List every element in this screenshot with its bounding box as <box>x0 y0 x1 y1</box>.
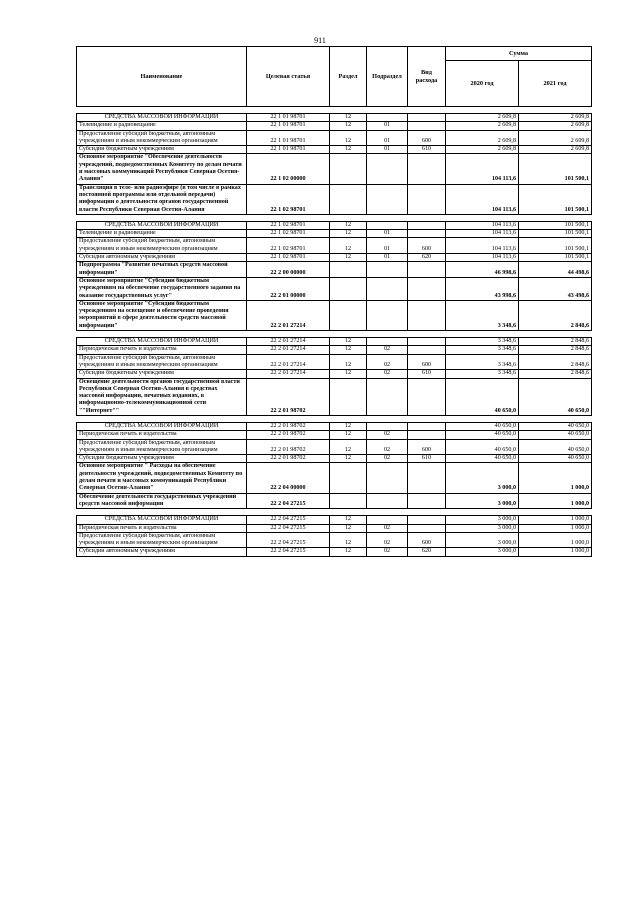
cell-sum-2020: 2 609,8 <box>446 130 519 146</box>
cell-name: Освещение деятельности органов государственной власти Республики Северная Осетия-Алания в средствах массовой информации, печатных изданиях, в информационно-телекоммуникационной сети ""Интернет"" <box>77 378 247 415</box>
cell-name: Трансляция в теле- или радиоэфире (в том числе в рамках постоянной программы или отдельной передачи) информации о деятельности органов государственной власти Республики Северная Осетия-Алания <box>77 184 247 214</box>
cell-sum-2020: 104 113,6 <box>446 184 519 214</box>
cell-section: 12 <box>330 146 367 154</box>
cell-section <box>330 300 367 330</box>
cell-name: Основное мероприятие "Субсидии бюджетным учреждениям на обеспечение государственного задания на оказание государственных услуг" <box>77 277 247 300</box>
cell-section <box>330 378 367 415</box>
cell-sum-2021: 40 650,0 <box>519 455 592 463</box>
cell-target: 22 2 01 00000 <box>247 277 330 300</box>
table-row <box>77 346 592 354</box>
cell-section: 12 <box>330 516 367 524</box>
cell-sum-2020: 3 000,0 <box>446 493 519 509</box>
cell-target: 22 2 04 27215 <box>247 516 330 524</box>
table-row <box>77 516 592 524</box>
cell-name: Субсидии бюджетным учреждениям <box>77 455 247 463</box>
cell-subsection: 02 <box>367 431 408 439</box>
cell-section: 12 <box>330 431 367 439</box>
cell-sum-2020: 3 348,6 <box>446 300 519 330</box>
cell-target: 22 2 04 00000 <box>247 463 330 493</box>
cell-target: 22 2 04 27215 <box>247 532 330 548</box>
cell-target: 22 2 01 98702 <box>247 439 330 455</box>
cell-name: СРЕДСТВА МАССОВОЙ ИНФОРМАЦИИ <box>77 221 247 229</box>
cell-subsection <box>367 300 408 330</box>
cell-sum-2021: 2 609,8 <box>519 130 592 146</box>
cell-expense-type <box>408 422 446 430</box>
table-row <box>77 146 592 154</box>
cell-section: 12 <box>330 370 367 378</box>
cell-target: 22 1 02 00000 <box>247 154 330 184</box>
table-row <box>77 238 592 254</box>
cell-name: Предоставление субсидий бюджетным, автономным учреждениям и иным некоммерческим организациям <box>77 238 247 254</box>
table-row <box>77 262 592 278</box>
cell-sum-2021: 101 500,1 <box>519 221 592 229</box>
cell-expense-type <box>408 122 446 130</box>
cell-sum-2021: 43 498,6 <box>519 277 592 300</box>
cell-subsection <box>367 422 408 430</box>
cell-expense-type <box>408 493 446 509</box>
header-expense-type: Вид расхода <box>408 47 446 107</box>
cell-sum-2020: 104 113,6 <box>446 238 519 254</box>
cell-section: 12 <box>330 221 367 229</box>
table-row <box>77 230 592 238</box>
header-name: Наименование <box>77 47 247 107</box>
cell-sum-2020: 2 609,8 <box>446 146 519 154</box>
cell-expense-type: 610 <box>408 455 446 463</box>
cell-target: 22 2 01 98702 <box>247 378 330 415</box>
cell-expense-type <box>408 463 446 493</box>
cell-name: Предоставление субсидий бюджетным, автономным учреждениям и иным некоммерческим организациям <box>77 354 247 370</box>
cell-section <box>330 493 367 509</box>
page-number: 911 <box>314 36 326 45</box>
cell-expense-type <box>408 184 446 214</box>
table-row <box>77 370 592 378</box>
cell-expense-type: 600 <box>408 439 446 455</box>
spacer-row <box>77 509 592 516</box>
table-row <box>77 455 592 463</box>
cell-sum-2021: 1 000,0 <box>519 493 592 509</box>
cell-subsection: 02 <box>367 524 408 532</box>
header-sum: Сумма <box>446 47 592 61</box>
cell-sum-2021: 40 650,0 <box>519 431 592 439</box>
table-row <box>77 130 592 146</box>
cell-sum-2020: 3 348,6 <box>446 346 519 354</box>
cell-subsection: 01 <box>367 230 408 238</box>
cell-target: 22 2 01 27214 <box>247 300 330 330</box>
cell-section: 12 <box>330 354 367 370</box>
cell-sum-2020: 3 000,0 <box>446 516 519 524</box>
cell-sum-2020: 104 113,6 <box>446 254 519 262</box>
cell-sum-2021: 2 609,8 <box>519 114 592 122</box>
cell-expense-type <box>408 277 446 300</box>
header-target: Целевая статья <box>247 47 330 107</box>
cell-expense-type: 600 <box>408 354 446 370</box>
cell-sum-2021: 40 650,0 <box>519 422 592 430</box>
cell-subsection <box>367 338 408 346</box>
table-row <box>77 548 592 556</box>
cell-sum-2020: 104 113,6 <box>446 154 519 184</box>
cell-expense-type: 620 <box>408 254 446 262</box>
cell-name: СРЕДСТВА МАССОВОЙ ИНФОРМАЦИИ <box>77 516 247 524</box>
cell-section: 12 <box>330 532 367 548</box>
cell-subsection: 01 <box>367 146 408 154</box>
cell-subsection <box>367 114 408 122</box>
cell-subsection: 02 <box>367 370 408 378</box>
cell-name: Субсидии автономным учреждениям <box>77 254 247 262</box>
cell-subsection <box>367 277 408 300</box>
cell-section: 12 <box>330 439 367 455</box>
header-section: Раздел <box>330 47 367 107</box>
cell-sum-2020: 40 650,0 <box>446 431 519 439</box>
header-year-2021: 2021 год <box>519 61 592 107</box>
cell-target: 22 1 02 98701 <box>247 221 330 229</box>
cell-target: 22 2 04 27215 <box>247 548 330 556</box>
cell-target: 22 2 00 00000 <box>247 262 330 278</box>
cell-target: 22 1 01 98701 <box>247 114 330 122</box>
cell-expense-type: 610 <box>408 146 446 154</box>
table-row <box>77 338 592 346</box>
cell-subsection <box>367 262 408 278</box>
cell-sum-2021: 1 000,0 <box>519 548 592 556</box>
table-row <box>77 493 592 509</box>
cell-target: 22 2 01 27214 <box>247 370 330 378</box>
cell-target: 22 2 01 27214 <box>247 354 330 370</box>
cell-name: СРЕДСТВА МАССОВОЙ ИНФОРМАЦИИ <box>77 114 247 122</box>
cell-section: 12 <box>330 254 367 262</box>
cell-expense-type <box>408 262 446 278</box>
cell-name: Периодическая печать и издательства <box>77 431 247 439</box>
cell-name: Основное мероприятие "Субсидии бюджетным учреждениям на освещение и обеспечение проведения мероприятий в сфере деятельности средств массовой информации" <box>77 300 247 330</box>
cell-sum-2021: 101 500,1 <box>519 238 592 254</box>
table-row <box>77 254 592 262</box>
cell-target: 22 2 01 98702 <box>247 431 330 439</box>
cell-sum-2020: 3 000,0 <box>446 524 519 532</box>
cell-section: 12 <box>330 455 367 463</box>
cell-sum-2021: 40 650,0 <box>519 439 592 455</box>
cell-sum-2020: 40 650,0 <box>446 422 519 430</box>
cell-section <box>330 463 367 493</box>
cell-sum-2021: 101 500,1 <box>519 254 592 262</box>
cell-name: Предоставление субсидий бюджетным, автономным учреждениям и иным некоммерческим организациям <box>77 532 247 548</box>
cell-name: Телевидение и радиовещание <box>77 230 247 238</box>
cell-name: Периодическая печать и издательства <box>77 346 247 354</box>
cell-section: 12 <box>330 422 367 430</box>
cell-sum-2020: 3 348,6 <box>446 338 519 346</box>
table-row <box>77 524 592 532</box>
table-body <box>77 107 592 557</box>
cell-sum-2020: 46 998,6 <box>446 262 519 278</box>
table-row <box>77 122 592 130</box>
cell-name: СРЕДСТВА МАССОВОЙ ИНФОРМАЦИИ <box>77 338 247 346</box>
cell-subsection: 02 <box>367 439 408 455</box>
cell-expense-type <box>408 378 446 415</box>
cell-expense-type: 610 <box>408 370 446 378</box>
table-row <box>77 422 592 430</box>
cell-sum-2020: 104 113,6 <box>446 221 519 229</box>
cell-sum-2021: 101 500,1 <box>519 230 592 238</box>
cell-subsection: 02 <box>367 548 408 556</box>
cell-sum-2021: 40 650,0 <box>519 378 592 415</box>
cell-target: 22 1 01 98701 <box>247 146 330 154</box>
cell-subsection: 02 <box>367 532 408 548</box>
cell-subsection <box>367 221 408 229</box>
cell-subsection <box>367 493 408 509</box>
cell-target: 22 2 01 98702 <box>247 422 330 430</box>
cell-sum-2021: 101 500,1 <box>519 154 592 184</box>
cell-subsection <box>367 463 408 493</box>
cell-expense-type <box>408 154 446 184</box>
cell-expense-type <box>408 346 446 354</box>
cell-subsection <box>367 516 408 524</box>
table-row <box>77 221 592 229</box>
cell-name: Подпрограмма "Развитие печатных средств массовой информации" <box>77 262 247 278</box>
cell-expense-type <box>408 524 446 532</box>
cell-sum-2020: 3 000,0 <box>446 532 519 548</box>
cell-target: 22 1 02 98701 <box>247 254 330 262</box>
cell-expense-type: 600 <box>408 130 446 146</box>
cell-sum-2021: 1 000,0 <box>519 524 592 532</box>
cell-sum-2021: 1 000,0 <box>519 516 592 524</box>
cell-subsection: 02 <box>367 455 408 463</box>
cell-expense-type: 600 <box>408 238 446 254</box>
cell-subsection: 01 <box>367 238 408 254</box>
cell-name: Периодическая печать и издательства <box>77 524 247 532</box>
budget-table <box>76 46 592 557</box>
cell-section: 12 <box>330 548 367 556</box>
cell-target: 22 1 01 98701 <box>247 130 330 146</box>
cell-sum-2020: 3 000,0 <box>446 548 519 556</box>
cell-subsection <box>367 378 408 415</box>
cell-subsection: 01 <box>367 254 408 262</box>
cell-target: 22 1 01 98701 <box>247 122 330 130</box>
cell-section: 12 <box>330 524 367 532</box>
table-row <box>77 114 592 122</box>
cell-name: Субсидии бюджетным учреждениям <box>77 146 247 154</box>
table-row <box>77 439 592 455</box>
spacer-row <box>77 415 592 422</box>
cell-subsection: 01 <box>367 130 408 146</box>
cell-expense-type <box>408 431 446 439</box>
cell-target: 22 2 04 27215 <box>247 524 330 532</box>
cell-name: Субсидии бюджетным учреждениям <box>77 370 247 378</box>
cell-section <box>330 277 367 300</box>
cell-expense-type: 600 <box>408 532 446 548</box>
cell-expense-type <box>408 114 446 122</box>
table-row <box>77 431 592 439</box>
table-row <box>77 463 592 493</box>
cell-expense-type <box>408 516 446 524</box>
cell-sum-2021: 2 848,6 <box>519 346 592 354</box>
cell-target: 22 2 01 98702 <box>247 455 330 463</box>
cell-section: 12 <box>330 130 367 146</box>
cell-name: Основное мероприятие "Обеспечение деятельности учреждений, подведомственных Комитету по делам печати и массовых коммуникаций Республики Северная Осетия-Алания" <box>77 154 247 184</box>
cell-sum-2020: 2 609,8 <box>446 122 519 130</box>
cell-sum-2021: 2 848,6 <box>519 338 592 346</box>
table-row <box>77 532 592 548</box>
cell-sum-2021: 101 500,1 <box>519 184 592 214</box>
cell-name: Предоставление субсидий бюджетным, автономным учреждениям и иным некоммерческим организациям <box>77 439 247 455</box>
cell-sum-2020: 40 650,0 <box>446 439 519 455</box>
cell-sum-2020: 40 650,0 <box>446 455 519 463</box>
cell-sum-2020: 3 348,6 <box>446 370 519 378</box>
cell-section: 12 <box>330 346 367 354</box>
cell-sum-2021: 1 000,0 <box>519 463 592 493</box>
cell-sum-2021: 2 848,6 <box>519 300 592 330</box>
cell-sum-2020: 3 348,6 <box>446 354 519 370</box>
header-subsection: Подраздел <box>367 47 408 107</box>
cell-sum-2020: 2 609,8 <box>446 114 519 122</box>
table-row <box>77 154 592 184</box>
cell-name: СРЕДСТВА МАССОВОЙ ИНФОРМАЦИИ <box>77 422 247 430</box>
cell-sum-2021: 44 498,6 <box>519 262 592 278</box>
cell-name: Субсидии автономным учреждениям <box>77 548 247 556</box>
cell-section <box>330 154 367 184</box>
cell-subsection: 01 <box>367 122 408 130</box>
cell-sum-2021: 1 000,0 <box>519 532 592 548</box>
cell-target: 22 2 01 27214 <box>247 346 330 354</box>
header-year-2020: 2020 год <box>446 61 519 107</box>
table-row <box>77 184 592 214</box>
cell-expense-type <box>408 338 446 346</box>
cell-sum-2020: 43 998,6 <box>446 277 519 300</box>
cell-sum-2021: 2 848,6 <box>519 354 592 370</box>
cell-section <box>330 184 367 214</box>
cell-target: 22 1 02 98701 <box>247 184 330 214</box>
cell-expense-type <box>408 230 446 238</box>
cell-section <box>330 262 367 278</box>
cell-subsection: 02 <box>367 354 408 370</box>
cell-target: 22 2 04 27215 <box>247 493 330 509</box>
spacer-row <box>77 331 592 338</box>
cell-name: Предоставление субсидий бюджетным, автономным учреждениям и иным некоммерческим организациям <box>77 130 247 146</box>
cell-subsection: 02 <box>367 346 408 354</box>
cell-expense-type: 620 <box>408 548 446 556</box>
spacer-row <box>77 214 592 221</box>
cell-sum-2021: 2 609,8 <box>519 122 592 130</box>
table-row <box>77 277 592 300</box>
cell-section: 12 <box>330 114 367 122</box>
cell-name: Основное мероприятие " Расходы на обеспечение деятельности учреждений, подведомственных Комитету по делам печати и массовых коммуникаций Республики Северная Осетия-Алания" <box>77 463 247 493</box>
cell-sum-2021: 2 609,8 <box>519 146 592 154</box>
cell-sum-2020: 3 000,0 <box>446 463 519 493</box>
cell-target: 22 1 02 98701 <box>247 238 330 254</box>
cell-subsection <box>367 184 408 214</box>
table-row <box>77 378 592 415</box>
cell-target: 22 1 02 98701 <box>247 230 330 238</box>
table-row <box>77 300 592 330</box>
cell-section: 12 <box>330 338 367 346</box>
cell-name: Телевидение и радиовещание <box>77 122 247 130</box>
cell-sum-2020: 40 650,0 <box>446 378 519 415</box>
cell-section: 12 <box>330 230 367 238</box>
table-row <box>77 354 592 370</box>
spacer-row <box>77 107 592 114</box>
cell-sum-2021: 2 848,6 <box>519 370 592 378</box>
cell-target: 22 2 01 27214 <box>247 338 330 346</box>
cell-expense-type <box>408 300 446 330</box>
cell-name: Обеспечение деятельности государственных учреждений средств массовой информации <box>77 493 247 509</box>
cell-section: 12 <box>330 238 367 254</box>
cell-subsection <box>367 154 408 184</box>
cell-sum-2020: 104 113,6 <box>446 230 519 238</box>
cell-section: 12 <box>330 122 367 130</box>
cell-expense-type <box>408 221 446 229</box>
